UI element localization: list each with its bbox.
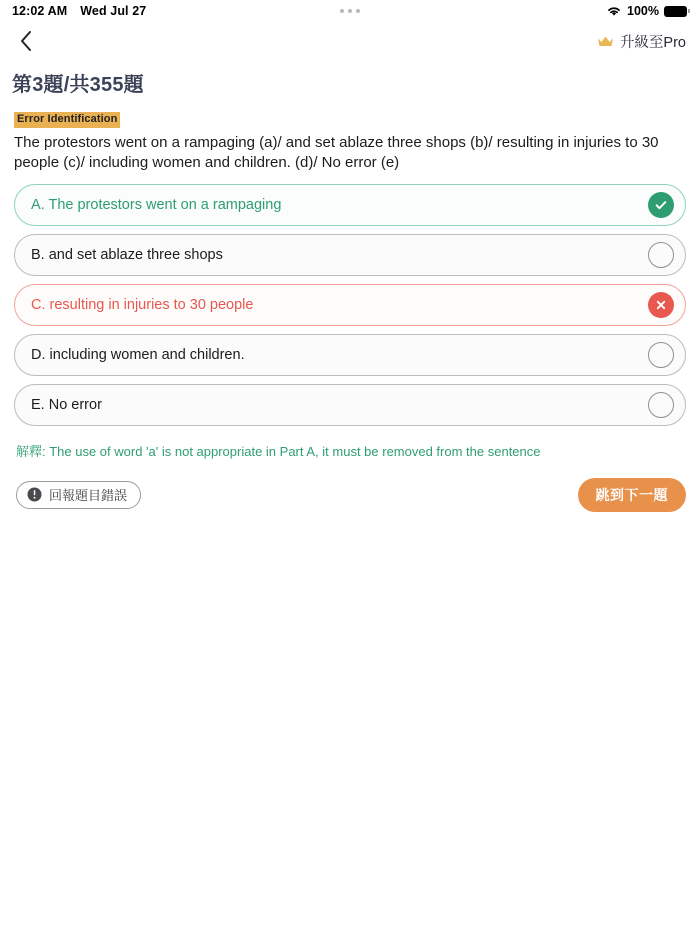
multitasking-dots-icon[interactable]	[340, 9, 360, 13]
back-button[interactable]	[12, 27, 40, 55]
battery-icon	[664, 6, 690, 17]
option-a-label: A. The protestors went on a rampaging	[31, 196, 282, 213]
option-c-label: C. resulting in injuries to 30 people	[31, 296, 254, 313]
status-date: Wed Jul 27	[80, 4, 147, 18]
status-bar-left	[12, 4, 146, 18]
status-bar	[0, 0, 700, 22]
question-category-badge: Error Identification	[14, 112, 120, 128]
question-block	[0, 97, 700, 173]
status-bar-right	[606, 4, 690, 18]
action-bar	[0, 461, 700, 512]
empty-radio-icon	[648, 392, 674, 418]
explanation-text: 解釋: The use of word 'a' is not appropriate in Part A, it must be removed from the sentence	[16, 443, 541, 459]
option-d[interactable]	[14, 334, 686, 376]
question-tag-row	[14, 110, 686, 128]
report-question-error-button[interactable]	[16, 481, 141, 509]
option-a[interactable]	[14, 184, 686, 226]
empty-radio-icon	[648, 242, 674, 268]
info-icon	[27, 487, 42, 502]
option-e-label: E. No error	[31, 396, 102, 413]
option-b-label: B. and set ablaze three shops	[31, 246, 223, 263]
upgrade-to-pro-label: 升級至Pro	[619, 34, 686, 51]
wifi-icon	[606, 5, 622, 17]
option-c[interactable]	[14, 284, 686, 326]
option-d-label: D. including women and children.	[31, 346, 245, 363]
battery-percent-label: 100%	[627, 4, 659, 18]
nav-bar	[0, 22, 700, 60]
cross-icon	[648, 292, 674, 318]
check-icon	[648, 192, 674, 218]
next-question-button[interactable]: 跳到下一題	[578, 478, 687, 512]
upgrade-to-pro-button[interactable]	[597, 31, 686, 52]
page-title: 第3題/共355題	[12, 74, 144, 96]
report-question-error-label: 回報題目錯誤	[49, 488, 128, 504]
empty-radio-icon	[648, 342, 674, 368]
option-e[interactable]	[14, 384, 686, 426]
status-time: 12:02 AM	[12, 4, 68, 18]
option-b[interactable]	[14, 234, 686, 276]
chevron-left-icon	[19, 30, 33, 52]
question-text: The protestors went on a rampaging (a)/ and set ablaze three shops (b)/ resulting in injuries to 30 people (c)/ including women and children. (d)/ No error (e)	[14, 134, 659, 171]
options-list	[0, 173, 700, 426]
crown-icon	[597, 35, 614, 48]
